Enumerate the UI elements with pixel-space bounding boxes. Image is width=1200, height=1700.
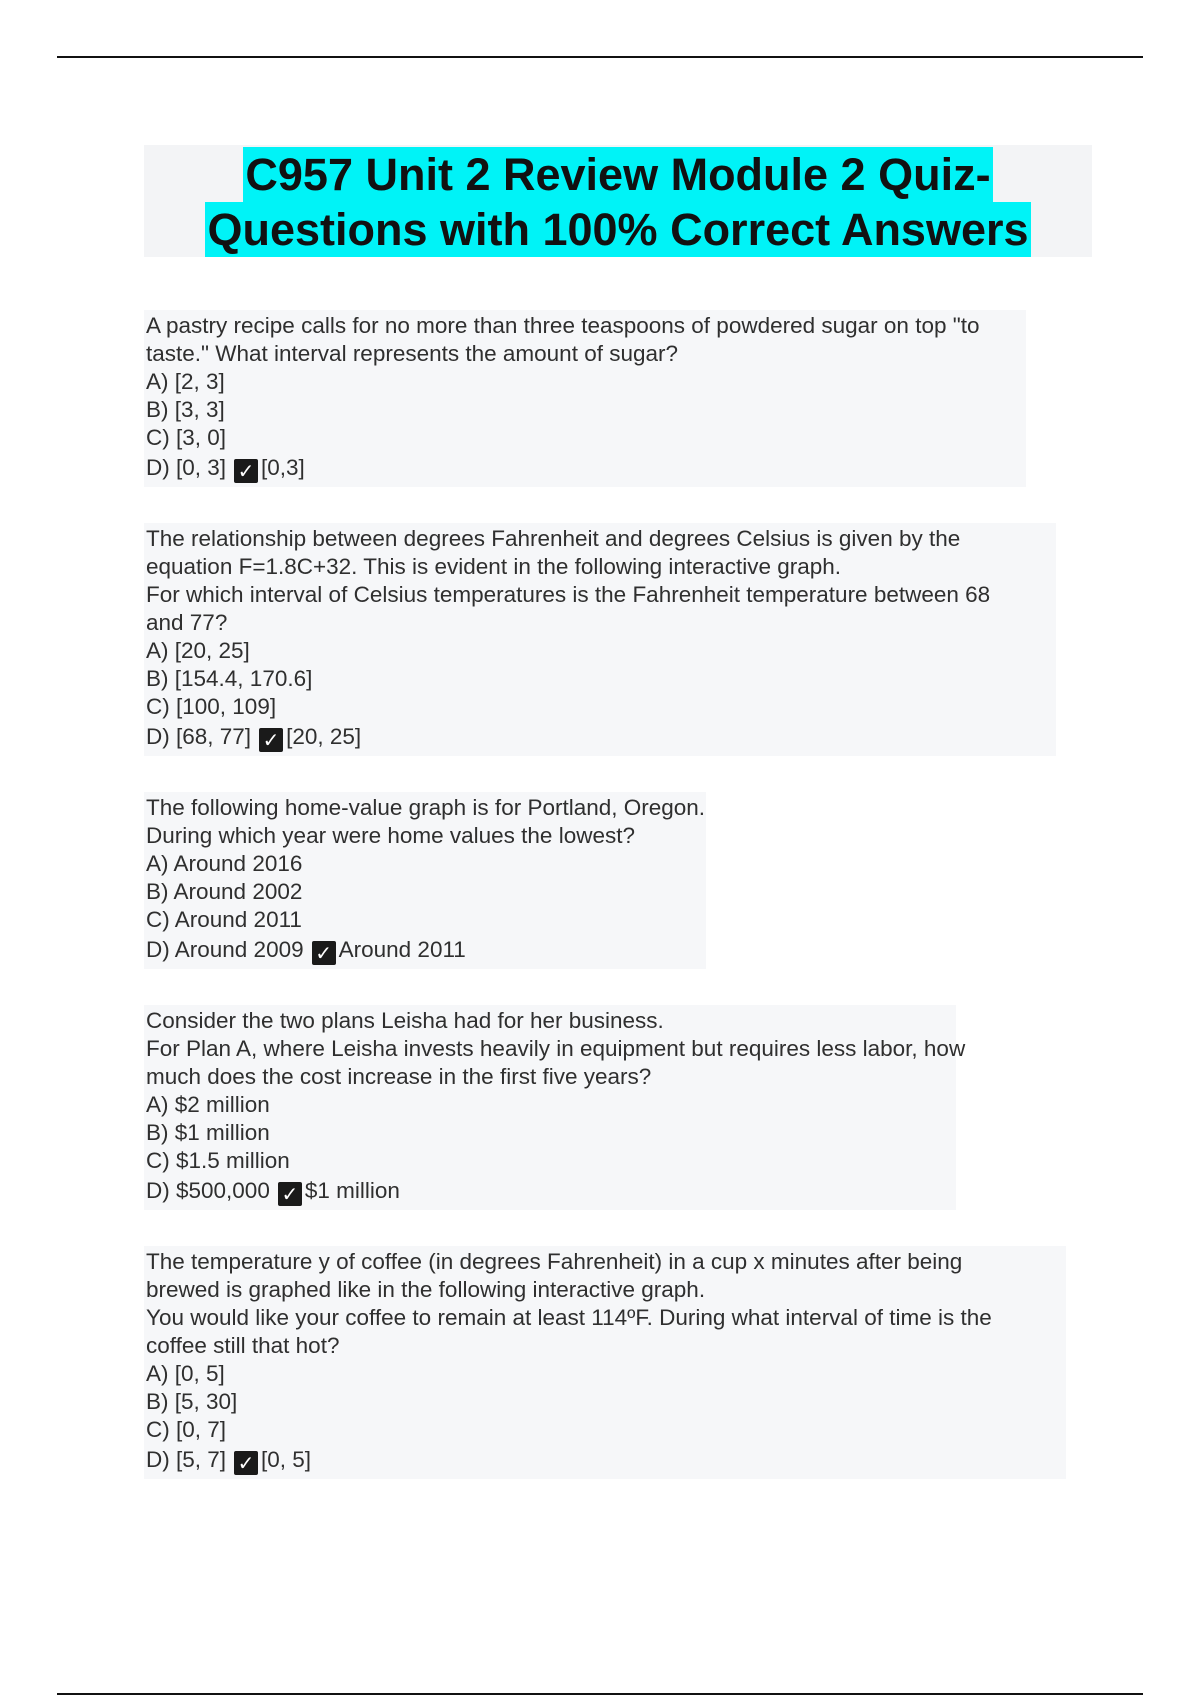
option-d-with-answer (146, 723, 1056, 752)
question-1 (144, 310, 1026, 487)
question-5 (144, 1246, 1066, 1479)
question-prompt-line: The relationship between degrees Fahrenheit and degrees Celsius is given by the (146, 526, 961, 551)
question-prompt-line: For which interval of Celsius temperatures is the Fahrenheit temperature between 68 (146, 582, 991, 607)
checkmark-icon: ✓ (312, 941, 336, 965)
option-b: B) $1 million (146, 1120, 270, 1145)
option-d: D) [0, 3] (146, 455, 227, 480)
option-b: B) [5, 30] (146, 1389, 238, 1414)
option-c: C) Around 2011 (146, 907, 302, 932)
bottom-rule (57, 1693, 1143, 1695)
option-a: A) [2, 3] (146, 369, 225, 394)
question-prompt-line: Consider the two plans Leisha had for her business. (146, 1008, 664, 1033)
title-line-1: C957 Unit 2 Review Module 2 Quiz- (245, 149, 991, 200)
option-a: A) Around 2016 (146, 851, 303, 876)
correct-answer: [0, 5] (261, 1447, 312, 1472)
correct-answer: [0,3] (261, 455, 305, 480)
option-b: B) [3, 3] (146, 397, 225, 422)
question-prompt-line: During which year were home values the lowest? (146, 823, 635, 848)
question-prompt-line: coffee still that hot? (146, 1333, 340, 1358)
questions-list (144, 310, 1080, 1515)
option-b: B) Around 2002 (146, 879, 303, 904)
option-c: C) [100, 109] (146, 694, 277, 719)
question-4 (144, 1005, 966, 1210)
option-a: A) $2 million (146, 1092, 270, 1117)
correct-answer: [20, 25] (286, 724, 362, 749)
question-2 (144, 523, 1056, 756)
option-c: C) [0, 7] (146, 1417, 227, 1442)
option-d: D) [5, 7] (146, 1447, 227, 1472)
question-prompt-line: brewed is graphed like in the following interactive graph. (146, 1277, 706, 1302)
option-a: A) [0, 5] (146, 1361, 225, 1386)
correct-answer: Around 2011 (338, 937, 466, 962)
option-d-with-answer (146, 1177, 956, 1206)
option-a: A) [20, 25] (146, 638, 250, 663)
title-box (144, 145, 1092, 257)
option-c: C) $1.5 million (146, 1148, 290, 1173)
question-prompt-line: The following home-value graph is for Portland, Oregon. (146, 795, 706, 820)
option-d: D) [68, 77] (146, 724, 252, 749)
checkmark-icon: ✓ (234, 459, 258, 483)
option-d-with-answer (146, 1446, 1066, 1475)
question-prompt-line: You would like your coffee to remain at least 114ºF. During what interval of time is the (146, 1305, 992, 1330)
question-prompt-line: much does the cost increase in the first five years? (146, 1064, 652, 1089)
option-c: C) [3, 0] (146, 425, 227, 450)
question-3 (144, 792, 706, 969)
option-d: D) $500,000 (146, 1178, 270, 1203)
checkmark-icon: ✓ (278, 1182, 302, 1206)
question-prompt-line: For Plan A, where Leisha invests heavily in equipment but requires less labor, how (146, 1036, 966, 1061)
question-prompt-line: taste." What interval represents the amount of sugar? (146, 341, 679, 366)
option-d-with-answer (146, 454, 1026, 483)
question-prompt-line: equation F=1.8C+32. This is evident in the following interactive graph. (146, 554, 842, 579)
option-d-with-answer (146, 936, 706, 965)
correct-answer: $1 million (304, 1178, 400, 1203)
checkmark-icon: ✓ (259, 728, 283, 752)
checkmark-icon: ✓ (234, 1451, 258, 1475)
option-b: B) [154.4, 170.6] (146, 666, 313, 691)
question-prompt-line: and 77? (146, 610, 228, 635)
question-prompt-line: A pastry recipe calls for no more than three teaspoons of powdered sugar on top "to (146, 313, 980, 338)
title-line-2: Questions with 100% Correct Answers (207, 204, 1029, 255)
option-d: D) Around 2009 (146, 937, 304, 962)
question-prompt-line: The temperature y of coffee (in degrees Fahrenheit) in a cup x minutes after being (146, 1249, 963, 1274)
top-rule (57, 56, 1143, 58)
